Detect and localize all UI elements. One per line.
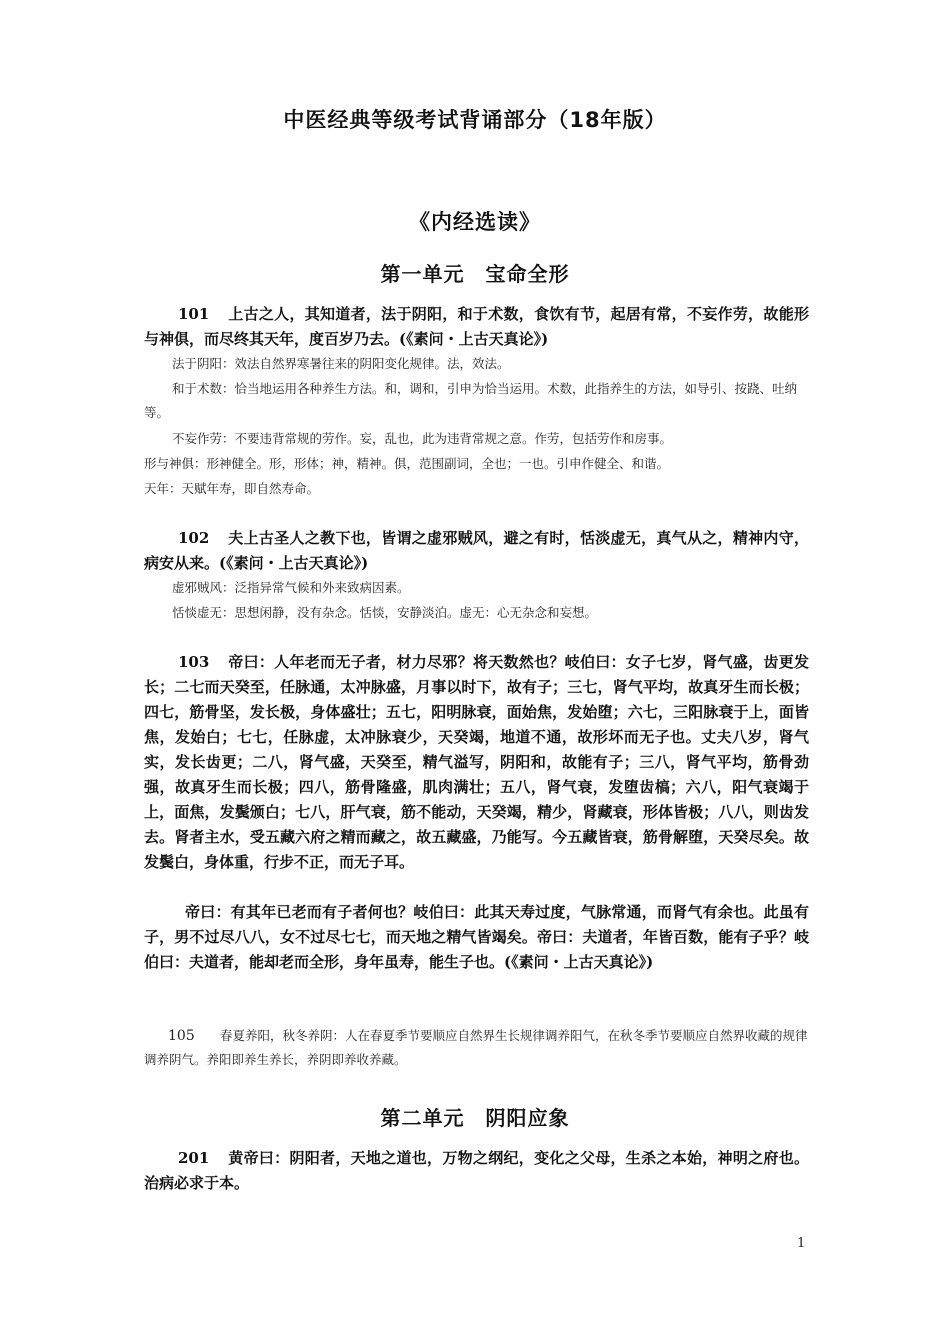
note: 天年：天赋年寿，即自然寿命。 <box>144 481 320 496</box>
passage-number: 105 <box>168 1028 195 1044</box>
passage-text: 黄帝曰：阴阳者，天地之道也，万物之纲纪，变化之父母，生杀之本始，神明之府也。治病必求于本。 <box>144 1149 809 1192</box>
unit-2-heading: 第二单元 阴阳应象 <box>380 1106 570 1130</box>
passage-101 <box>144 302 809 352</box>
note: 法于阴阳：效法自然界寒暑往来的阴阳变化规律。法，效法。 <box>172 356 510 371</box>
passage-103-continued: 帝曰：有其年已老而有子者何也？岐伯曰：此其天寿过度，气脉常通，而肾气有余也。此虽有子，男不过尽八八，女不过尽七七，而天地之精气皆竭矣。帝曰：夫道者，年皆百数，能有子乎？岐伯曰：夫道者，能却老而全形，身年虽寿，能生子也。(《素问・上古天真论》) <box>144 903 809 971</box>
book-title: 《内经选读》 <box>409 210 541 234</box>
note: 形与神俱：形神健全。形，形体；神，精神。俱，范围副词，全也；一也。引申作健全、和谐。 <box>144 456 670 471</box>
note: 和于术数：恰当地运用各种养生方法。和，调和，引申为恰当运用。术数，此指养生的方法，如导引、按跷、吐纳等。 <box>144 381 798 420</box>
passage-text: 夫上古圣人之教下也，皆谓之虚邪贼风，避之有时，恬淡虚无，真气从之，精神内守，病安从来。(《素问・上古天真论》) <box>144 529 809 572</box>
passage-text: 上古之人，其知道者，法于阴阳，和于术数，食饮有节，起居有常，不妄作劳，故能形与神俱，而尽终其天年，度百岁乃去。(《素问・上古天真论》) <box>144 305 809 348</box>
passage-number: 102 <box>178 529 210 547</box>
passage-number: 103 <box>178 653 210 671</box>
page-number: 1 <box>797 1236 806 1251</box>
unit-1-heading: 第一单元 宝命全形 <box>380 262 570 286</box>
passage-text: 春夏养阳，秋冬养阴：人在春夏季节要顺应自然界生长规律调养阳气，在秋冬季节要顺应自然界收藏的规律调养阴气。养阳即养生养长，养阴即养收养藏。 <box>144 1028 808 1067</box>
note: 虚邪贼风：泛指异常气候和外来致病因素。 <box>172 580 410 595</box>
passage-103 <box>144 650 809 875</box>
passage-text: 帝曰：人年老而无子者，材力尽邪？将天数然也？岐伯曰：女子七岁，肾气盛，齿更发长；二七而天癸至，任脉通，太冲脉盛，月事以时下，故有子；三七，肾气平均，故真牙生而长极；四七，筋骨坚，发长极，身体盛壮；五七，阳明脉衰，面始焦，发始堕；六七，三阳脉衰于上，面皆焦，发始白；七七，任脉虚，太冲脉衰少，天癸竭，地道不通，故形坏而无子也。丈夫八岁，肾气实，发长齿更；二八，肾气盛，天癸至，精气溢写，阴阳和，故能有子；三八，肾气平均，筋骨劲强，故真牙生而长极；四八，筋骨隆盛，肌肉满壮；五八，肾气衰，发堕齿槁；六八，阳气衰竭于上，面焦，发鬓颁白；七八，肝气衰，筋不能动，天癸竭，精少，肾藏衰，形体皆极；八八，则齿发去。肾者主水，受五藏六府之精而藏之，故五藏盛，乃能写。今五藏皆衰，筋骨解堕，天癸尽矣。故发鬓白，身体重，行步不正，而无子耳。 <box>144 653 809 871</box>
document-title: 中医经典等级考试背诵部分（18年版） <box>283 108 667 132</box>
passage-number: 201 <box>178 1149 210 1167</box>
passage-105 <box>144 1024 809 1072</box>
note: 不妄作劳：不要违背常规的劳作。妄，乱也，此为违背常规之意。作劳，包括劳作和房事。 <box>172 431 673 446</box>
passage-number: 101 <box>178 305 210 323</box>
note: 恬惔虚无：思想闲静，没有杂念。恬惔，安静淡泊。虚无：心无杂念和妄想。 <box>172 605 598 620</box>
passage-201 <box>144 1146 809 1196</box>
passage-102 <box>144 526 809 576</box>
